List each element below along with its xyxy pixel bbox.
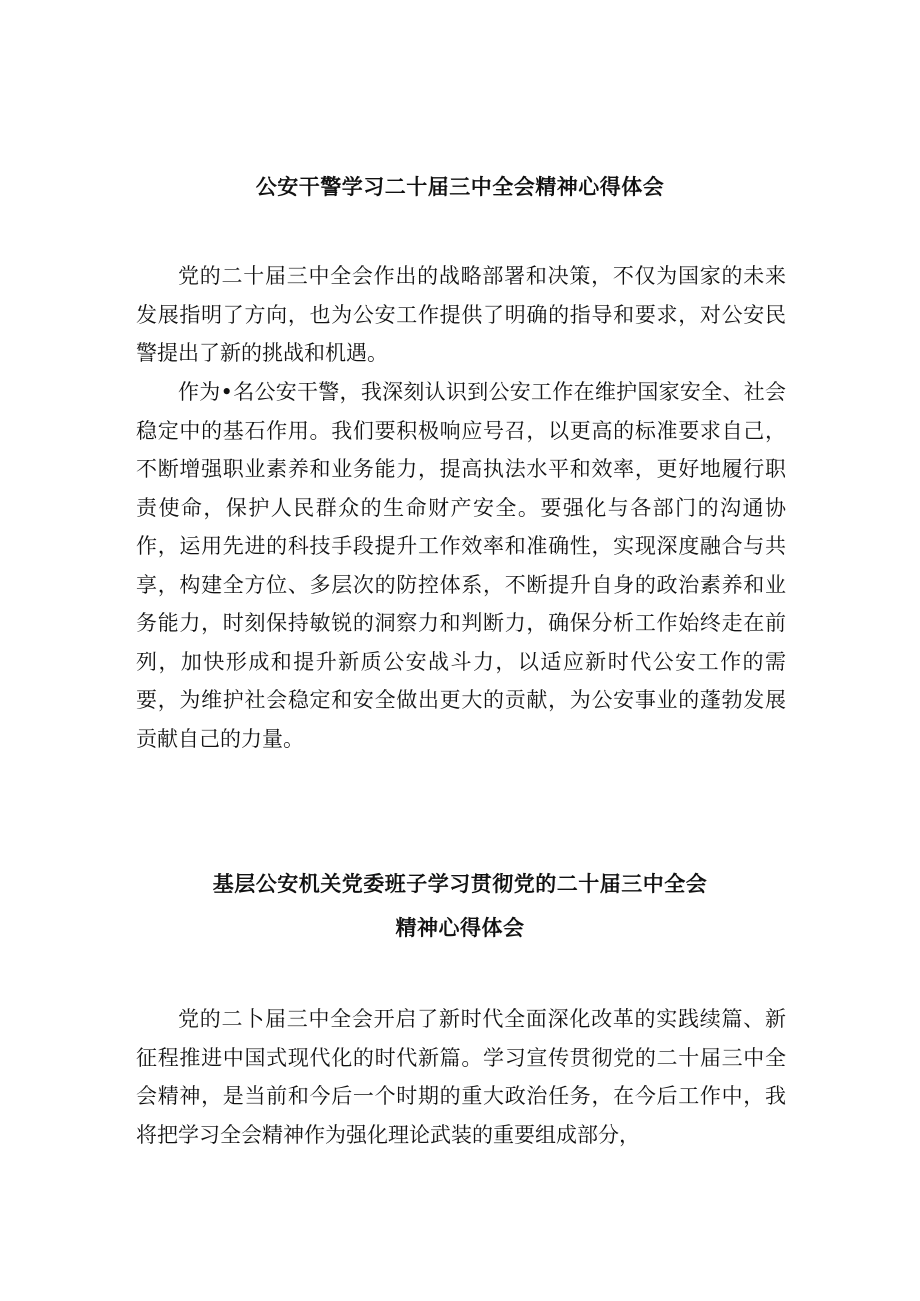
article1-paragraph-2: 作为•名公安干警，我深刻认识到公安工作在维护国家安全、社会稳定中的基石作用。我们要积极响应号召，以更高的标准要求自己，不断增强职业素养和业务能力，提高执法水平和效率，更好地履行职责使命，保护人民群众的生命财产安全。要强化与各部门的沟通协作，运用先进的科技手段提升工作效率和准确性，实现深度融合与共享，构建全方位、多层次的防控体系，不断提升自身的政治素养和业务能力，时刻保持敏锐的洞察力和判断力，确保分析工作始终走在前列，加快形成和提升新质公安战斗力，以适应新时代公安工作的需要，为维护社会稳定和安全做出更大的贡献，为公安事业的蓬勃发展贡献自己的力量。 — [136, 380, 786, 751]
article1-title: 公安干警学习二十届三中全会精神心得体会 — [255, 175, 665, 199]
article2-title-line1: 基层公安机关党委班子学习贯彻党的二十届三中全会 — [212, 872, 708, 896]
article1-paragraph-1: 党的二十届三中全会作出的战略部署和决策，不仅为国家的未来发展指明了方向，也为公安工作提供了明确的指导和要求，对公安民警提出了新的挑战和机遇。 — [136, 264, 786, 365]
article2-paragraph-1: 党的二卜届三中全会开启了新时代全面深化改革的实践续篇、新征程推进中国式现代化的时代新篇。学习宣传贯彻党的二十届三中全会精神，是当前和今后一个时期的重大政治任务，在今后工作中，我将把学习全会精神作为强化理论武装的重要组成部分， — [136, 1007, 786, 1147]
article2-title-line2: 精神心得体会 — [395, 916, 525, 940]
article2-title — [0, 862, 920, 950]
